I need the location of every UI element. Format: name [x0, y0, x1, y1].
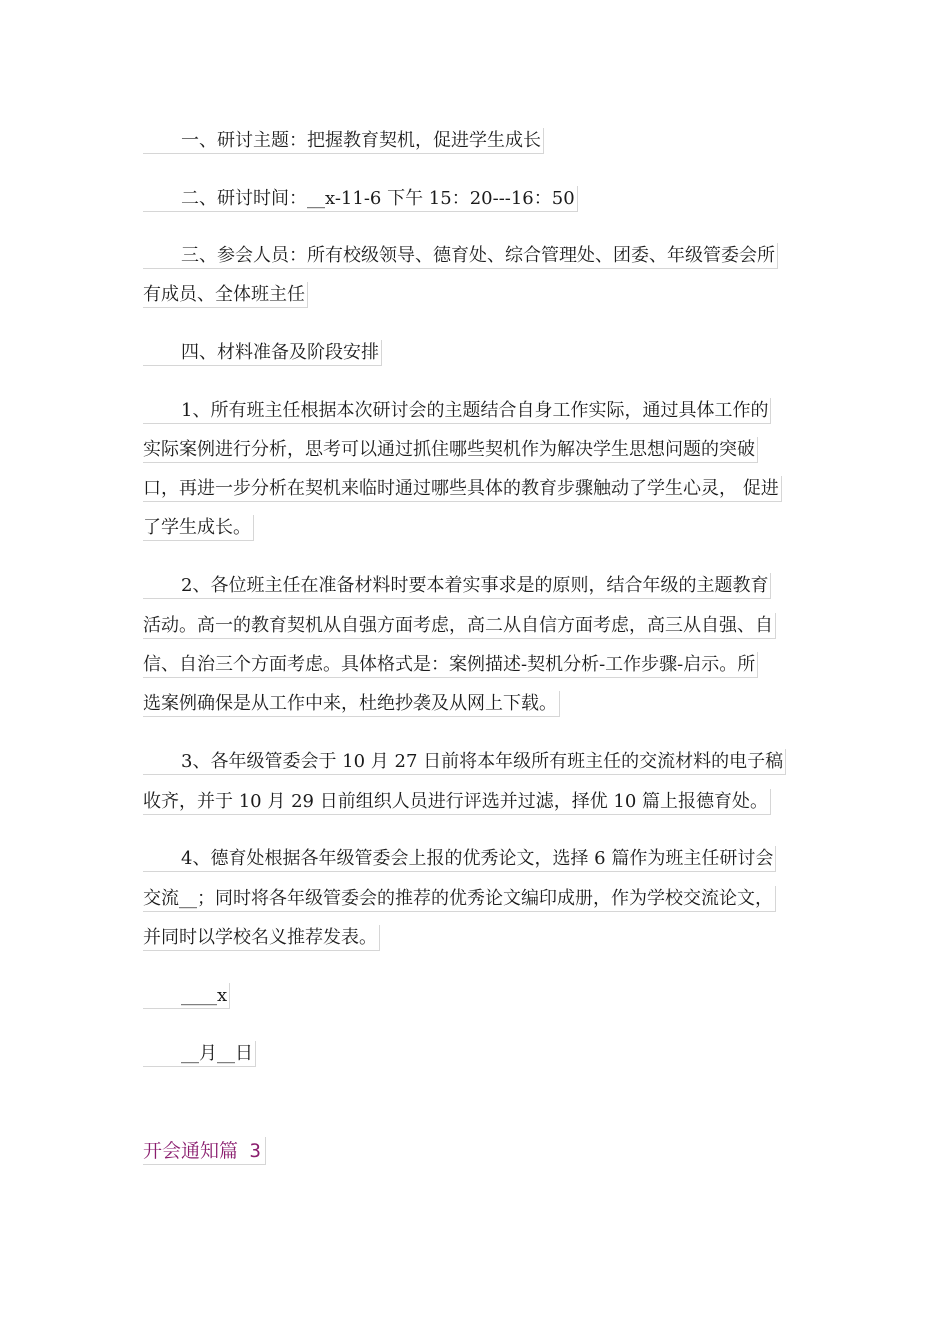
item2-line-2: 活动。高一的教育契机从自强方面考虑，高二从自信方面考虑，高三从自强、自 — [143, 613, 776, 639]
item3-line-1: 3、各年级管委会于 10 月 27 日前将本年级所有班主任的交流材料的电子稿 — [143, 749, 786, 775]
item1-line-1: 1、所有班主任根据本次研讨会的主题结合自身工作实际，通过具体工作的 — [143, 398, 771, 424]
item1-line-2: 实际案例进行分析，思考可以通过抓住哪些契机作为解决学生思想问题的突破 — [143, 437, 758, 463]
item4-line-3: 并同时以学校名义推荐发表。 — [143, 925, 380, 951]
section-heading: 开会通知篇 3 — [143, 1137, 266, 1165]
item1-line-3: 口，再进一步分析在契机来临时通过哪些具体的教育步骤触动了学生心灵， 促进 — [143, 476, 782, 502]
item2-line-3: 信、自治三个方面考虑。具体格式是：案例描述-契机分析-工作步骤-启示。所 — [143, 652, 758, 678]
item2-line-1: 2、各位班主任在准备材料时要本着实事求是的原则，结合年级的主题教育 — [143, 573, 771, 599]
attendees-line-1: 三、参会人员：所有校级领导、德育处、综合管理处、团委、年级管委会所 — [143, 243, 778, 269]
item4-line-2: 交流__；同时将各年级管委会的推荐的优秀论文编印成册，作为学校交流论文， — [143, 886, 776, 912]
item1-line-4: 了学生成长。 — [143, 515, 254, 541]
time-line: 二、研讨时间：__x-11-6 下午 15：20---16：50 — [143, 186, 578, 212]
date-line: __月__日 — [143, 1041, 256, 1067]
item2-line-4: 选案例确保是从工作中来，杜绝抄袭及从网上下载。 — [143, 691, 560, 717]
attendees-line-2: 有成员、全体班主任 — [143, 282, 308, 308]
item4-line-1: 4、德育处根据各年级管委会上报的优秀论文，选择 6 篇作为班主任研讨会 — [143, 846, 776, 872]
item3-line-2: 收齐，并于 10 月 29 日前组织人员进行评选并过滤，择优 10 篇上报德育处。 — [143, 789, 771, 815]
materials-heading: 四、材料准备及阶段安排 — [143, 340, 382, 366]
signature-line: ____x — [143, 983, 230, 1009]
topic-line: 一、研讨主题：把握教育契机，促进学生成长 — [143, 128, 544, 154]
